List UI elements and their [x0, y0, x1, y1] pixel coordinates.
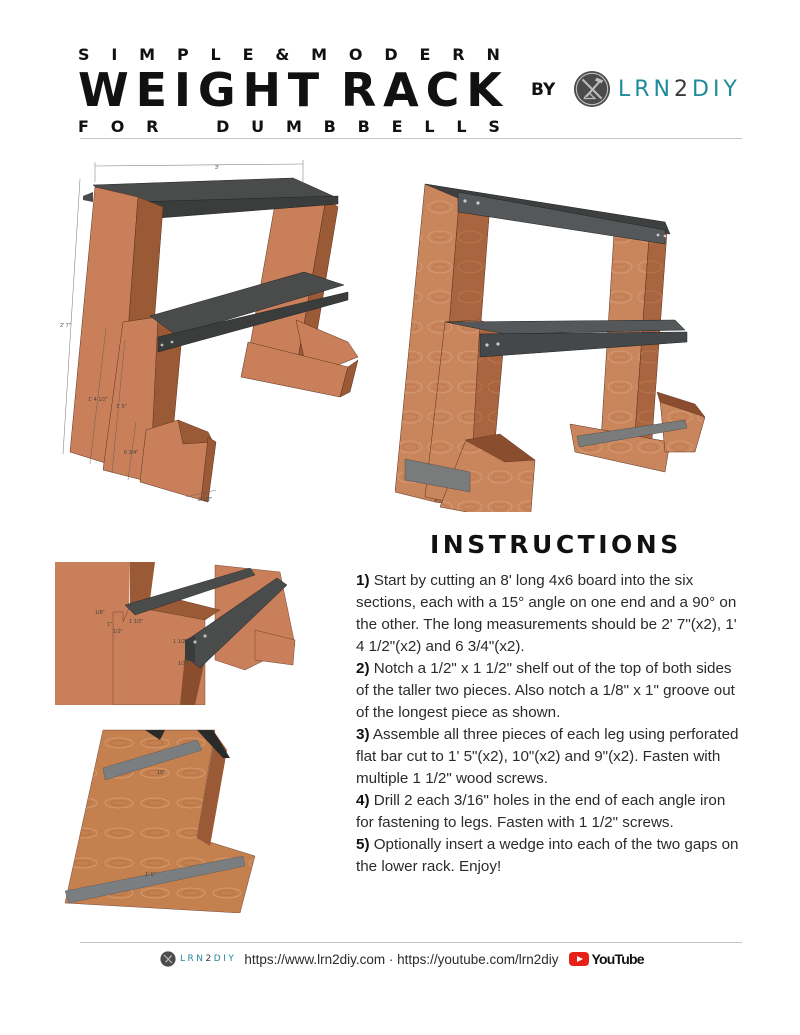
- title-letter: K: [466, 63, 502, 117]
- kicker-letter: E: [242, 45, 254, 64]
- subtitle: [78, 116, 500, 138]
- subtitle-letter: S: [488, 117, 500, 136]
- kicker-letter: M: [139, 45, 156, 64]
- kicker-letter: M: [311, 45, 328, 64]
- notch-detail-diagram: [55, 560, 310, 705]
- dim-width-label: 3': [215, 165, 220, 171]
- footer-brand-name[interactable]: [180, 954, 236, 964]
- website-link[interactable]: https://www.lrn2diy.com: [244, 951, 386, 967]
- dim-groove-depth-label: 1/8": [95, 610, 105, 616]
- instruction-step: [356, 724, 746, 790]
- subtitle-letter: L: [456, 117, 467, 136]
- instruction-step: [356, 570, 746, 658]
- footer-links: [244, 952, 558, 967]
- subtitle-letter: M: [285, 117, 302, 136]
- instructions-heading: INSTRUCTIONS: [430, 530, 682, 559]
- brand-part: LRN: [180, 954, 206, 964]
- subtitle-letter: O: [110, 117, 125, 136]
- dim-upper-bar-label: 10": [157, 770, 166, 776]
- step-text: Optionally insert a wedge into each of the two gaps on the lower rack. Enjoy!: [356, 836, 739, 875]
- brand-name: [618, 77, 741, 102]
- step-number: 1): [356, 572, 370, 589]
- rendered-rack-diagram: [395, 162, 715, 512]
- subtitle-letter: F: [78, 117, 89, 136]
- brand-part: DIY: [692, 76, 741, 102]
- kicker-letter: E: [419, 45, 431, 64]
- hammer-wrench-icon: [573, 70, 611, 108]
- subtitle-space: [180, 116, 194, 138]
- dimensioned-overview-diagram: [58, 152, 358, 512]
- kicker-letter: O: [348, 45, 363, 64]
- dim-middle-piece-label: 1' 5": [116, 404, 127, 410]
- dim-short-leg-label: 6 3/4": [124, 450, 139, 456]
- footer-divider: [80, 942, 742, 943]
- brand-logo-link[interactable]: [573, 70, 741, 108]
- instruction-step: [356, 790, 746, 834]
- subtitle-letter: B: [357, 117, 370, 136]
- title-letter: T: [287, 63, 320, 117]
- subtitle-letter: D: [216, 117, 230, 136]
- title-letter: H: [242, 63, 281, 117]
- brand-part: LRN: [618, 76, 674, 102]
- subtitle-letter: L: [424, 117, 435, 136]
- subtitle-letter: E: [391, 117, 403, 136]
- title-letter: R: [340, 63, 377, 117]
- kicker-letter: R: [452, 45, 465, 64]
- kicker-letter: D: [384, 45, 398, 64]
- dim-mid-leg-label: 1' 4 1/2": [88, 397, 108, 403]
- kicker-letter: L: [210, 45, 221, 64]
- link-separator: ·: [388, 951, 394, 967]
- dim-depth-label: 3 1/2": [198, 497, 213, 503]
- brand-part: 2: [674, 76, 692, 102]
- dim-groove-width-label: 1": [107, 622, 113, 628]
- step-text: Start by cutting an 8' long 4x6 board into the six sections, each with a 15° angle on one end and a 90° on the other. The long measurements should be 2' 7"(x2), 1' 4 1/2"(x2) and 6 3/4"(x2).: [356, 572, 737, 655]
- step-text: Assemble all three pieces of each leg using perforated flat bar cut to 1' 5"(x2), 10"(x2) and 9"(x2). Fasten with multiple 1 1/2" wood screws.: [356, 726, 739, 787]
- youtube-play-icon: [569, 952, 589, 966]
- step-text: Notch a 1/2" x 1 1/2" shelf out of the top of both sides of the taller two pieces. Also notch a 1/8" x 1" groove out of the longest piece as shown.: [356, 660, 735, 721]
- youtube-link[interactable]: https://youtube.com/lrn2diy: [397, 951, 559, 967]
- main-title: [78, 63, 502, 117]
- instruction-step: [356, 834, 746, 878]
- instructions-list: [356, 570, 746, 878]
- kicker-letter: N: [486, 45, 500, 64]
- subtitle-letter: R: [146, 117, 159, 136]
- dim-angle-height-label: 1 1/2": [173, 639, 188, 645]
- poster-header: [78, 44, 508, 138]
- instruction-step: [356, 658, 746, 724]
- step-number: 5): [356, 836, 370, 853]
- kicker-letter: I: [111, 45, 118, 64]
- flat-bar-detail-diagram: [65, 728, 265, 913]
- youtube-wordmark: YouTube: [591, 951, 644, 967]
- title-space: [326, 66, 334, 114]
- step-text: Drill 2 each 3/16" holes in the end of each angle iron for fastening to legs. Fasten with 1 1/2" screws.: [356, 792, 726, 831]
- by-label: BY: [531, 80, 556, 100]
- title-letter: I: [173, 63, 191, 117]
- title-letter: E: [135, 63, 168, 117]
- dim-height-label: 2' 7": [60, 323, 71, 329]
- brand-part: 2: [205, 954, 214, 964]
- subtitle-letter: U: [251, 117, 265, 136]
- brand-part: DIY: [213, 954, 237, 964]
- header-divider: [80, 138, 742, 139]
- step-number: 4): [356, 792, 370, 809]
- dim-shelf-depth-label: 1/2": [113, 629, 123, 635]
- hammer-wrench-icon: [160, 951, 176, 967]
- subtitle-letter: B: [323, 117, 336, 136]
- kicker-letter: P: [176, 45, 189, 64]
- dim-shelf-height-label: 1 1/2": [129, 619, 144, 625]
- footer: [160, 950, 644, 968]
- step-number: 2): [356, 660, 370, 677]
- title-letter: W: [78, 63, 129, 117]
- dim-angle-offset-label: 1/2": [178, 661, 188, 667]
- title-letter: A: [383, 63, 419, 117]
- title-letter: G: [197, 63, 236, 117]
- step-number: 3): [356, 726, 370, 743]
- youtube-badge[interactable]: [569, 951, 644, 967]
- kicker-letter: S: [78, 45, 90, 64]
- title-letter: C: [425, 63, 460, 117]
- kicker-letter: &: [275, 45, 290, 64]
- dim-lower-bar-label: 1' 5": [145, 872, 156, 878]
